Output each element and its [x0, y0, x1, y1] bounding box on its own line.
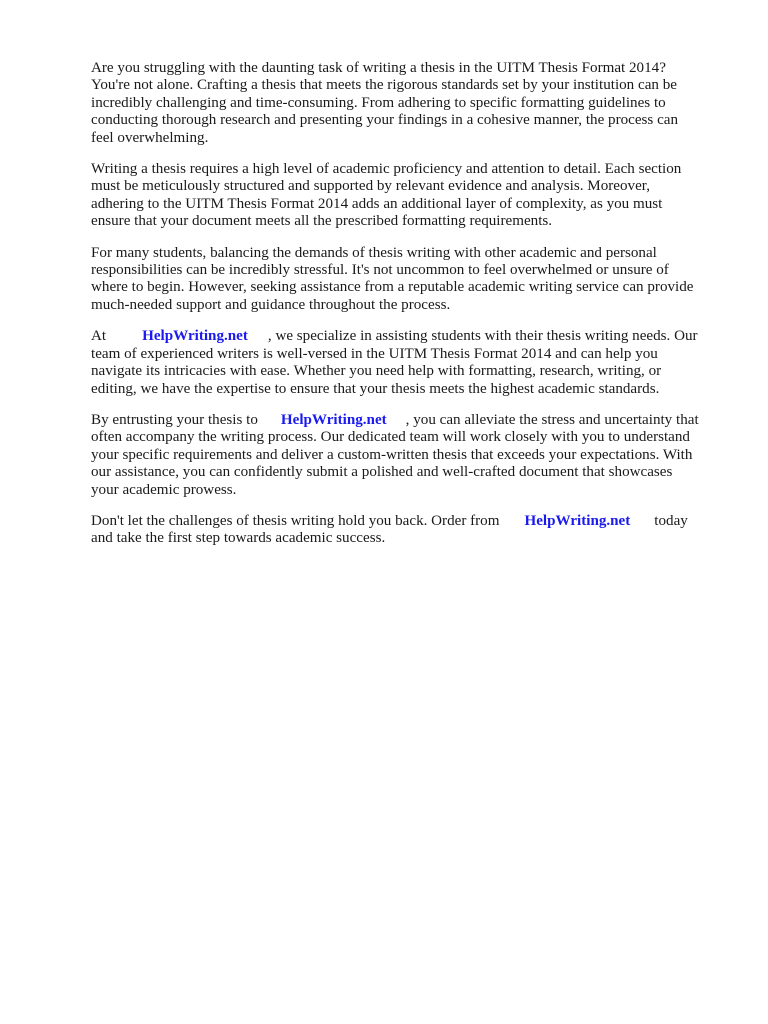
paragraph-service-lead: At	[91, 328, 107, 345]
paragraph-entrust	[91, 412, 723, 499]
paragraph-requirements: Writing a thesis requires a high level of academic proficiency and attention to detail. Each section must be meticulously structured and supported by relevant evidence and analysis. Moreover, adhering to the UITM Thesis Format 2014 adds an additional layer of complexity, as you must ensure that your document meets all the prescribed formatting requirements.	[91, 161, 682, 230]
helpwriting-link[interactable]: HelpWriting.net	[142, 328, 248, 345]
paragraph-entrust-lead: By entrusting your thesis to	[91, 411, 258, 428]
document-page	[91, 60, 723, 562]
paragraph-call-to-action	[91, 513, 723, 548]
paragraph-intro: Are you struggling with the daunting task of writing a thesis in the UITM Thesis Format 2014? You're not alone. Crafting a thesis that meets the rigorous standards set by your institution can be incredibly challenging and time-consuming. From adhering to specific formatting guidelines to conducting thorough research and presenting your findings in a cohesive manner, the process can feel overwhelming.	[91, 60, 679, 146]
paragraph-cta-lead: Don't let the challenges of thesis writing hold you back. Order from	[91, 512, 500, 529]
paragraph-entrust-body: , you can alleviate the stress and uncertainty that often accompany the writing process. Our dedicated team will work closely with you to understand your specific requirements and deliver a custom-written thesis that exceeds your expectations. With our assistance, you can confidently submit a polished and well-crafted document that showcases your academic prowess.	[91, 411, 699, 498]
helpwriting-link[interactable]: HelpWriting.net	[280, 411, 387, 428]
paragraph-service-body: , we specialize in assisting students with their thesis writing needs. Our team of experienced writers is well-versed in the UITM Thesis Format 2014 and can help you navigate its intricacies with ease. Whether you need help with formatting, research, writing, or editing, we have the expertise to ensure that your thesis meets the highest academic standards.	[91, 328, 698, 397]
paragraph-cta-body: today and take the first step towards academic success.	[91, 512, 688, 547]
paragraph-service	[91, 328, 723, 398]
paragraph-stress: For many students, balancing the demands of thesis writing with other academic and personal responsibilities can be incredibly stressful. It's not uncommon to feel overwhelmed or unsure of where to begin. However, seeking assistance from a reputable academic writing service can provide much-needed support and guidance throughout the process.	[91, 244, 694, 313]
helpwriting-link[interactable]: HelpWriting.net	[524, 512, 631, 529]
